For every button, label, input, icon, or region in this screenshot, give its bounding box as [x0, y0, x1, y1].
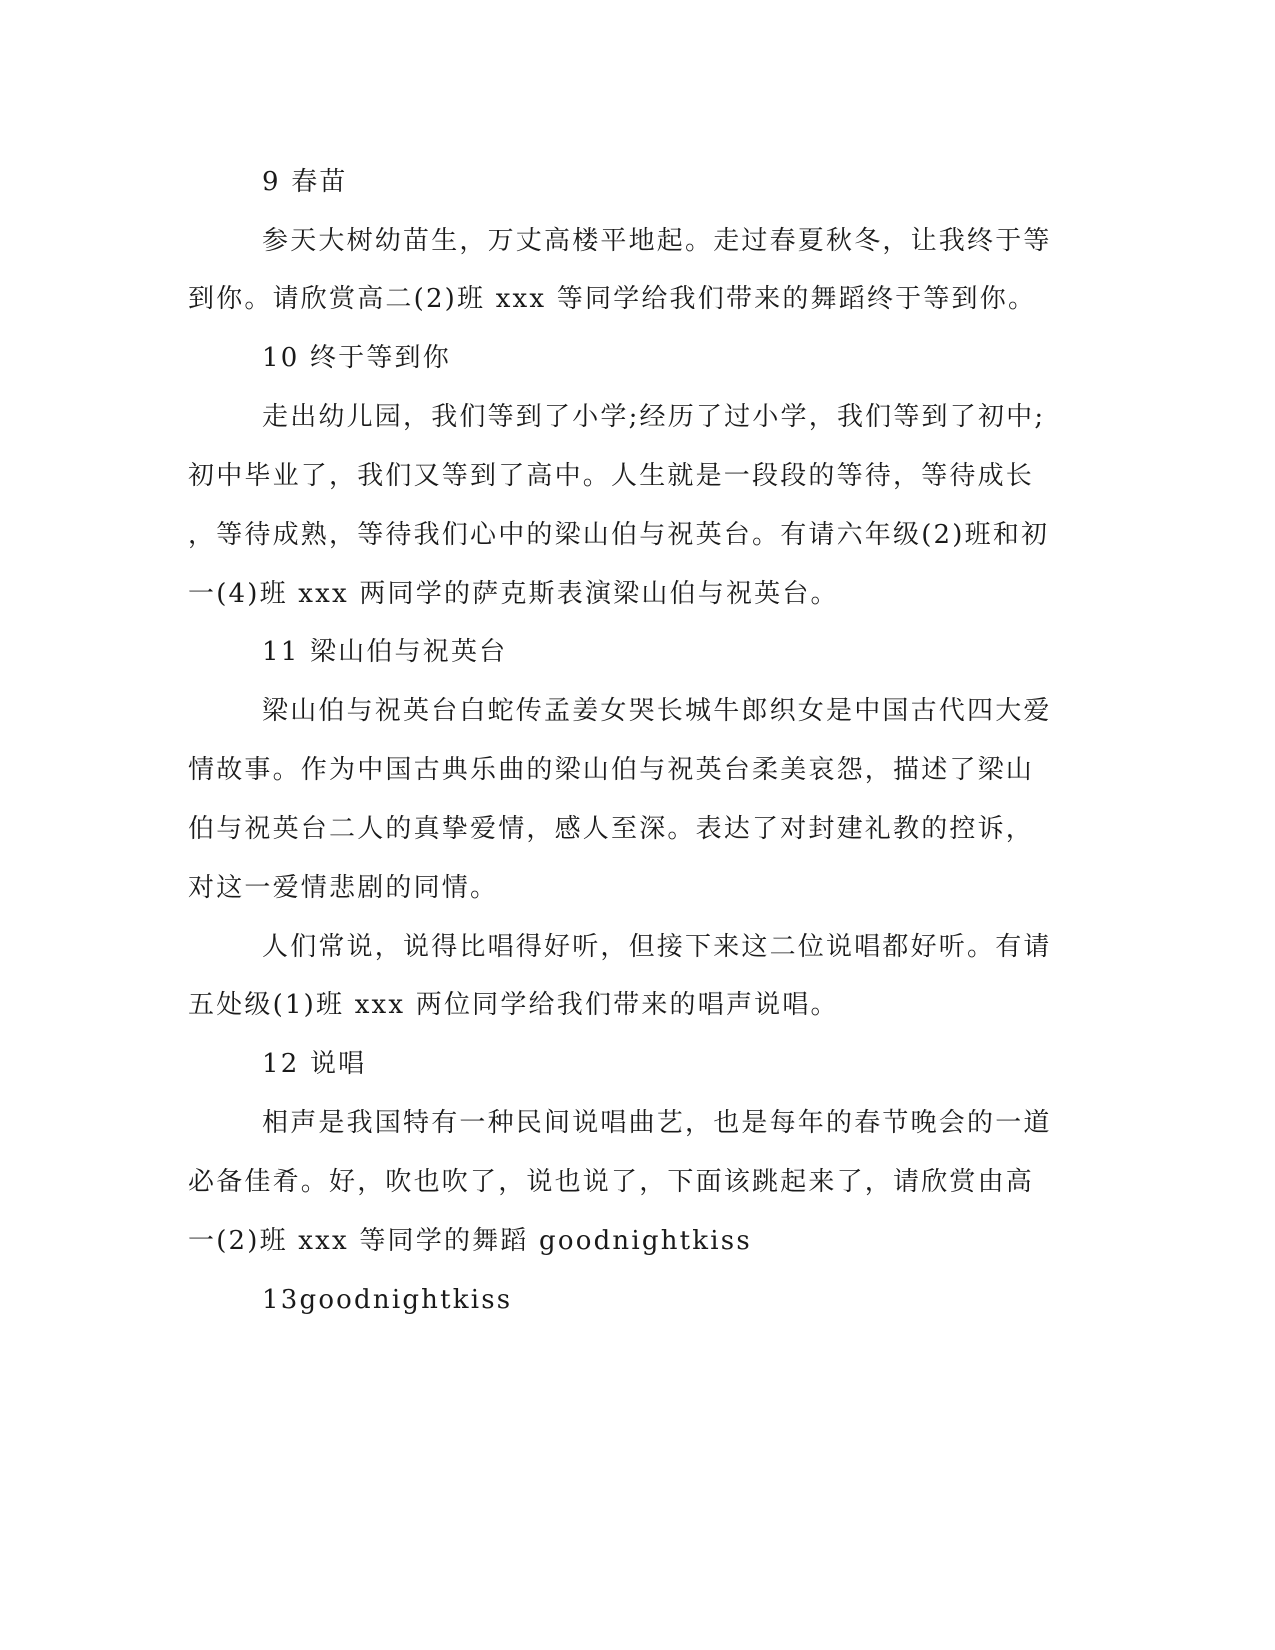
paragraph-line: 梁山伯与祝英台白蛇传孟姜女哭长城牛郎织女是中国古代四大爱	[262, 696, 1052, 726]
heading-11: 11 梁山伯与祝英台	[262, 637, 508, 667]
paragraph-line: 伯与祝英台二人的真挚爱情，感人至深。表达了对封建礼教的控诉，	[188, 814, 1035, 844]
paragraph-line: 五处级(1)班 xxx 两位同学给我们带来的唱声说唱。	[188, 990, 839, 1020]
paragraph-line: 一(2)班 xxx 等同学的舞蹈 goodnightkiss	[188, 1226, 752, 1256]
paragraph-line: 初中毕业了，我们又等到了高中。人生就是一段段的等待，等待成长	[188, 461, 1035, 491]
heading-13: 13goodnightkiss	[262, 1285, 513, 1315]
paragraph-line: 参天大树幼苗生，万丈高楼平地起。走过春夏秋冬，让我终于等	[262, 226, 1052, 256]
paragraph-line: 对这一爱情悲剧的同情。	[188, 873, 499, 903]
paragraph-line: 一(4)班 xxx 两同学的萨克斯表演梁山伯与祝英台。	[188, 579, 839, 609]
paragraph-line: 必备佳肴。好，吹也吹了，说也说了，下面该跳起来了，请欣赏由高	[188, 1167, 1035, 1197]
heading-9: 9 春苗	[262, 167, 348, 197]
heading-10: 10 终于等到你	[262, 343, 451, 373]
paragraph-line: 情故事。作为中国古典乐曲的梁山伯与祝英台柔美哀怨，描述了梁山	[188, 755, 1035, 785]
paragraph-line: 到你。请欣赏高二(2)班 xxx 等同学给我们带来的舞蹈终于等到你。	[188, 284, 1037, 314]
paragraph-line: 人们常说，说得比唱得好听，但接下来这二位说唱都好听。有请	[262, 932, 1052, 962]
paragraph-line: ，等待成熟，等待我们心中的梁山伯与祝英台。有请六年级(2)班和初	[188, 520, 1050, 550]
heading-12: 12 说唱	[262, 1049, 367, 1079]
paragraph-line: 走出幼儿园，我们等到了小学;经历了过小学，我们等到了初中;	[262, 402, 1046, 432]
paragraph-line: 相声是我国特有一种民间说唱曲艺，也是每年的春节晚会的一道	[262, 1108, 1052, 1138]
